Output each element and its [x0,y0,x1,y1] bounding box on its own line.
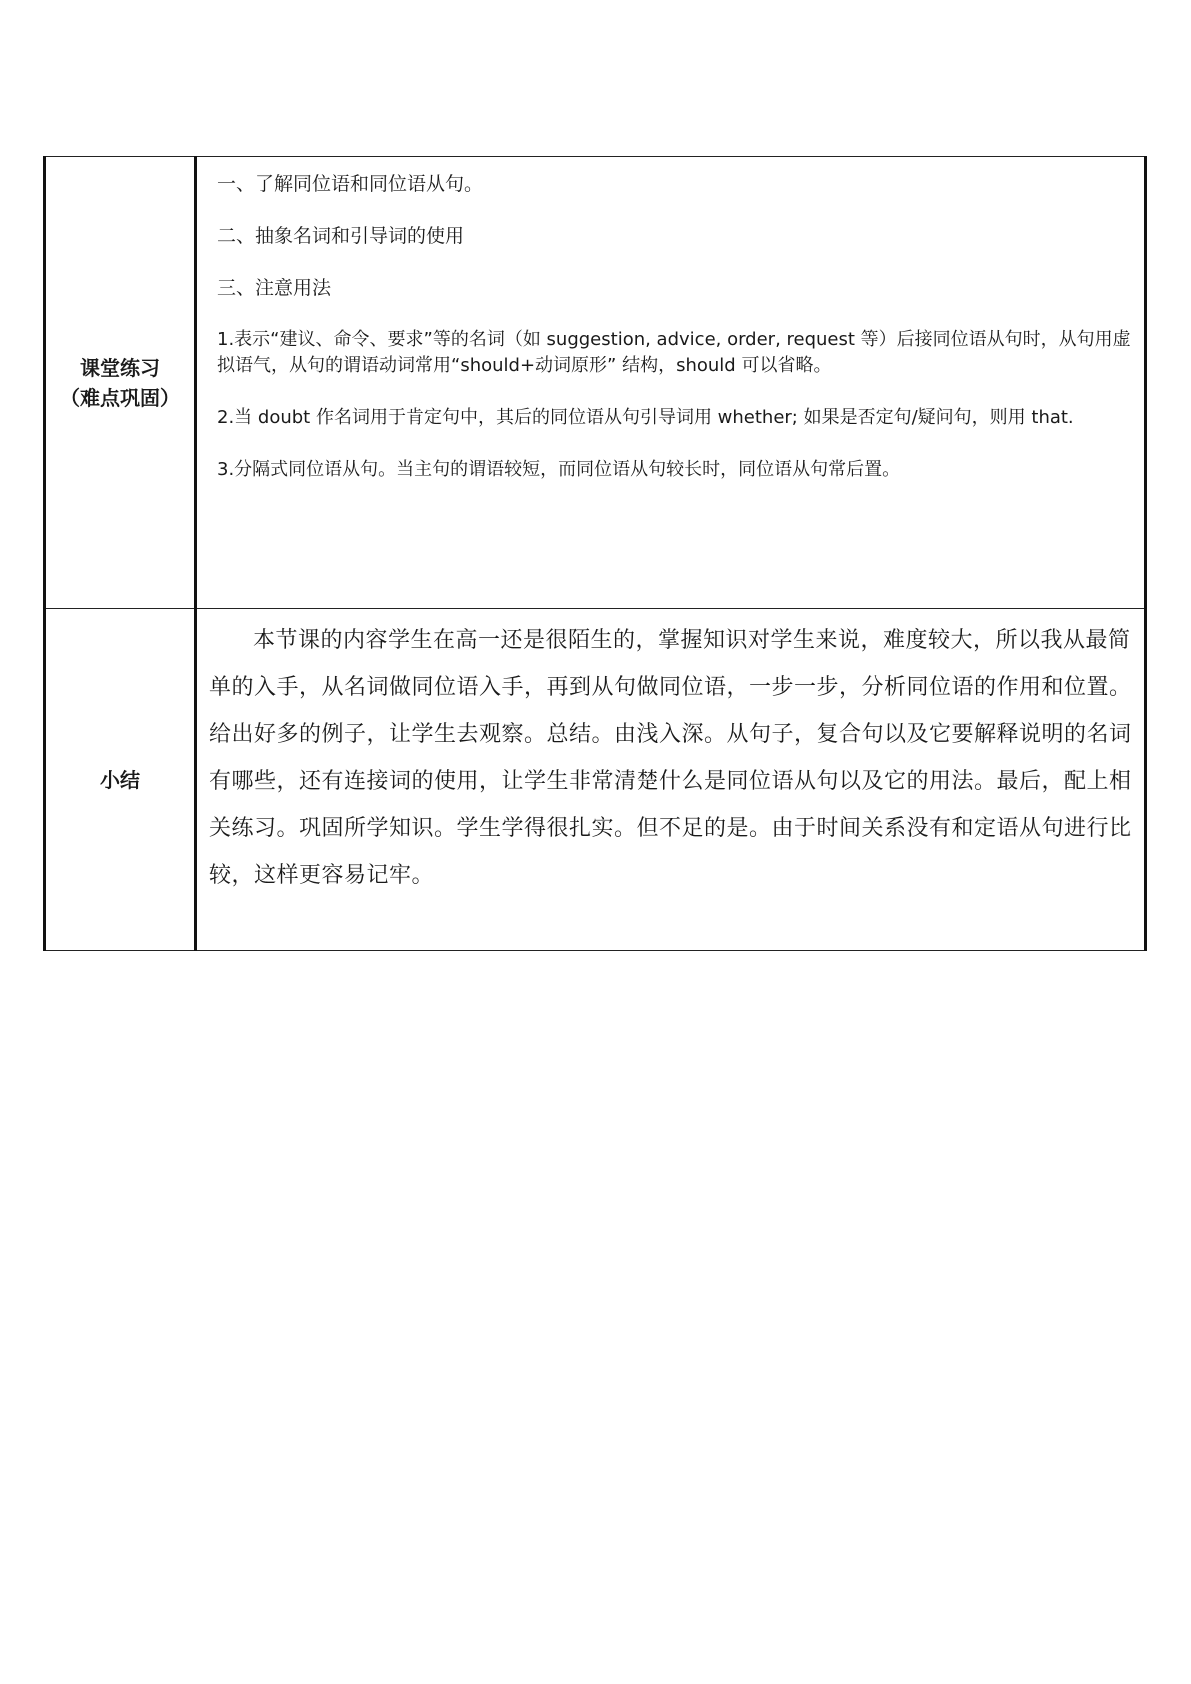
summary-text: 本节课的内容学生在高一还是很陌生的，掌握知识对学生来说，难度较大，所以我从最简单的入手，从名词做同位语入手，再到从句做同位语，一步一步，分析同位语的作用和位置。给出好多的例子，让学生去观察。总结。由浅入深。从句子，复合句以及它要解释说明的名词有哪些，还有连接词的使用，让学生非常清楚什么是同位语从句以及它的用法。最后，配上相关练习。巩固所学知识。学生学得很扎实。但不足的是。由于时间关系没有和定语从句进行比较，这样更容易记牢。 [209,628,1132,888]
practice-body [197,157,1144,483]
summary-label: 小结 [100,767,140,792]
summary-label-cell [45,609,196,951]
usage-rule-1: 1.表示“建议、命令、要求”等的名词（如 suggestion, advice, order, request 等）后接同位语从句时，从句用虚拟语气，从句的谓语动词常用“should+动词原形” 结构，should 可以省略。 [217,329,1131,376]
practice-item-2: 二、抽象名词和引导词的使用 [217,225,465,247]
practice-row [45,157,1146,609]
practice-label-cell [45,157,196,609]
practice-sublabel: （难点巩固） [60,385,180,410]
practice-content-cell [196,157,1146,609]
summary-content-cell [196,609,1146,951]
practice-label: 课堂练习 [80,355,160,380]
practice-item-1: 一、了解同位语和同位语从句。 [217,173,484,195]
usage-rule-2: 2.当 doubt 作名词用于肯定句中，其后的同位语从句引导词用 whether; 如果是否定句/疑问句，则用 that. [217,407,1074,428]
lesson-table [43,156,1147,951]
practice-item-3: 三、注意用法 [217,277,332,299]
usage-rule-3: 3.分隔式同位语从句。当主句的谓语较短，而同位语从句较长时，同位语从句常后置。 [217,459,901,480]
summary-row [45,609,1146,951]
